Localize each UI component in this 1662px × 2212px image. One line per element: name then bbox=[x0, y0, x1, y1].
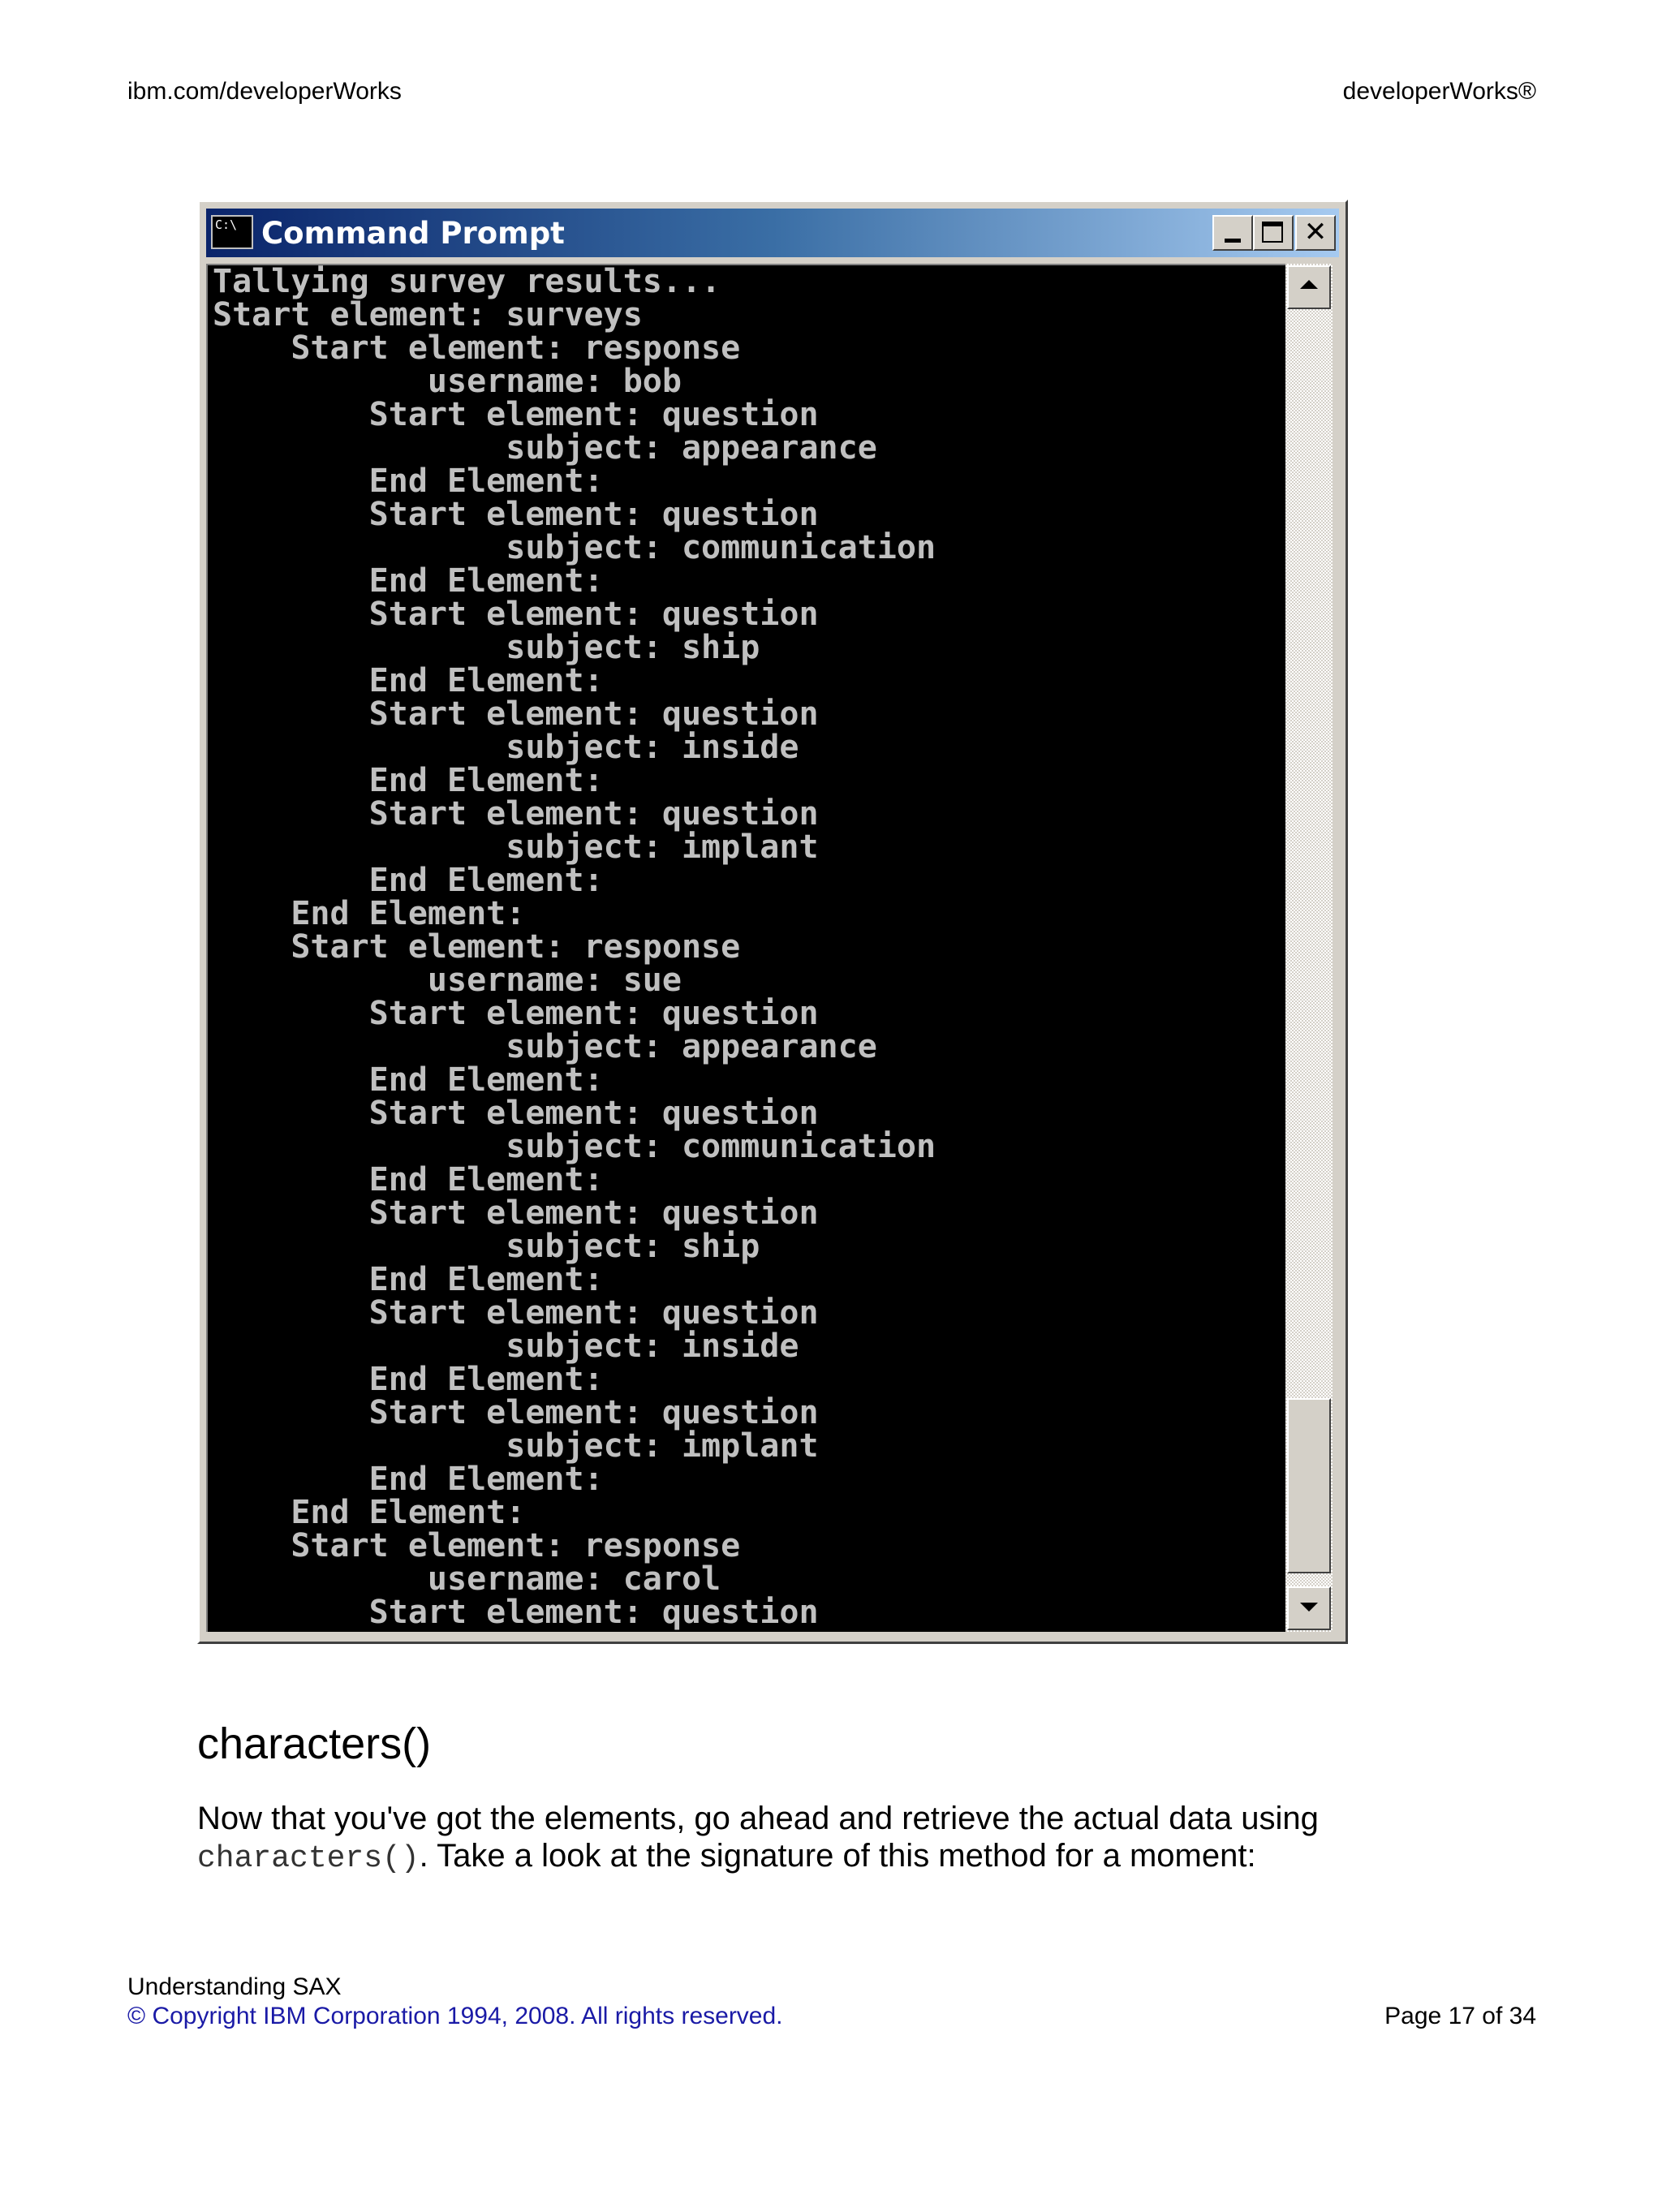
console-line: username: carol bbox=[213, 1560, 721, 1598]
minimize-button[interactable] bbox=[1212, 215, 1253, 251]
console-line: Start element: response bbox=[213, 329, 741, 367]
scroll-up-button[interactable] bbox=[1287, 265, 1331, 309]
console-line: Start element: question bbox=[213, 995, 819, 1032]
console-line: subject: ship bbox=[213, 1228, 760, 1265]
console-line: End Element: bbox=[213, 562, 604, 600]
console-icon[interactable]: C:\ bbox=[211, 215, 253, 249]
console-line: Start element: question bbox=[213, 795, 819, 833]
maximize-button[interactable] bbox=[1253, 215, 1294, 251]
maximize-icon bbox=[1262, 222, 1283, 243]
console-line: subject: communication bbox=[213, 1128, 936, 1165]
footer-copyright-link[interactable]: © Copyright IBM Corporation 1994, 2008. All rights reserved. bbox=[127, 2003, 783, 2029]
inline-code-characters: characters() bbox=[197, 1841, 420, 1876]
console-line: End Element: bbox=[213, 463, 604, 500]
console-line: Tallying survey results... bbox=[213, 264, 721, 300]
close-button[interactable] bbox=[1295, 215, 1336, 251]
console-line: Start element: question bbox=[213, 1194, 819, 1232]
minimize-icon bbox=[1225, 239, 1241, 243]
vertical-scrollbar[interactable] bbox=[1285, 264, 1333, 1632]
console-line: End Element: bbox=[213, 1261, 604, 1298]
footer-document-title: Understanding SAX bbox=[127, 1973, 342, 2000]
console-text bbox=[208, 265, 1285, 1629]
command-prompt-window bbox=[197, 200, 1348, 1644]
section-heading: characters() bbox=[197, 1719, 432, 1768]
arrow-up-icon bbox=[1300, 280, 1318, 289]
console-line: Start element: response bbox=[213, 1527, 741, 1564]
console-line: Start element: question bbox=[213, 496, 819, 533]
console-line: Start element: question bbox=[213, 596, 819, 633]
footer-page-number: Page 17 of 34 bbox=[1384, 2003, 1536, 2029]
console-line: subject: ship bbox=[213, 629, 760, 666]
console-line: End Element: bbox=[213, 1494, 526, 1531]
console-line: subject: appearance bbox=[213, 429, 877, 467]
console-line: End Element: bbox=[213, 1361, 604, 1398]
paragraph-text-before: Now that you've got the elements, go ahead and retrieve the actual data using bbox=[197, 1801, 1319, 1836]
console-line: Start element: question bbox=[213, 1095, 819, 1132]
console-line: End Element: bbox=[213, 1061, 604, 1099]
close-icon: ✕ bbox=[1303, 216, 1328, 248]
console-line: username: bob bbox=[213, 363, 682, 400]
window-title: Command Prompt bbox=[261, 216, 565, 251]
console-line: subject: implant bbox=[213, 828, 819, 866]
body-paragraph bbox=[197, 1800, 1414, 1878]
scrollbar-thumb[interactable] bbox=[1287, 1398, 1331, 1573]
console-line: End Element: bbox=[213, 862, 604, 899]
console-output[interactable] bbox=[206, 264, 1285, 1632]
console-line: End Element: bbox=[213, 662, 604, 699]
paragraph-text-after: . Take a look at the signature of this method for a moment: bbox=[419, 1838, 1256, 1874]
console-line: Start element: question bbox=[213, 1294, 819, 1332]
console-line: subject: inside bbox=[213, 729, 799, 766]
console-line: End Element: bbox=[213, 1161, 604, 1199]
console-line: Start element: question bbox=[213, 396, 819, 433]
console-line: End Element: bbox=[213, 1461, 604, 1498]
console-line: username: sue bbox=[213, 962, 682, 999]
header-site-url: ibm.com/developerWorks bbox=[127, 78, 402, 105]
console-line: subject: appearance bbox=[213, 1028, 877, 1065]
console-line: Start element: question bbox=[213, 1394, 819, 1431]
console-line: End Element: bbox=[213, 762, 604, 799]
console-line: subject: communication bbox=[213, 529, 936, 566]
console-line: subject: implant bbox=[213, 1427, 819, 1465]
console-line: Start element: response bbox=[213, 928, 741, 966]
console-line: Start element: question bbox=[213, 695, 819, 733]
console-line: End Element: bbox=[213, 895, 526, 932]
scroll-down-button[interactable] bbox=[1287, 1586, 1331, 1630]
console-line: Start element: surveys bbox=[213, 296, 643, 334]
console-line: Start element: question bbox=[213, 1594, 819, 1631]
console-line: subject: inside bbox=[213, 1328, 799, 1365]
window-titlebar[interactable] bbox=[206, 209, 1339, 257]
header-brand: developerWorks® bbox=[1342, 78, 1536, 105]
arrow-down-icon bbox=[1300, 1603, 1318, 1612]
